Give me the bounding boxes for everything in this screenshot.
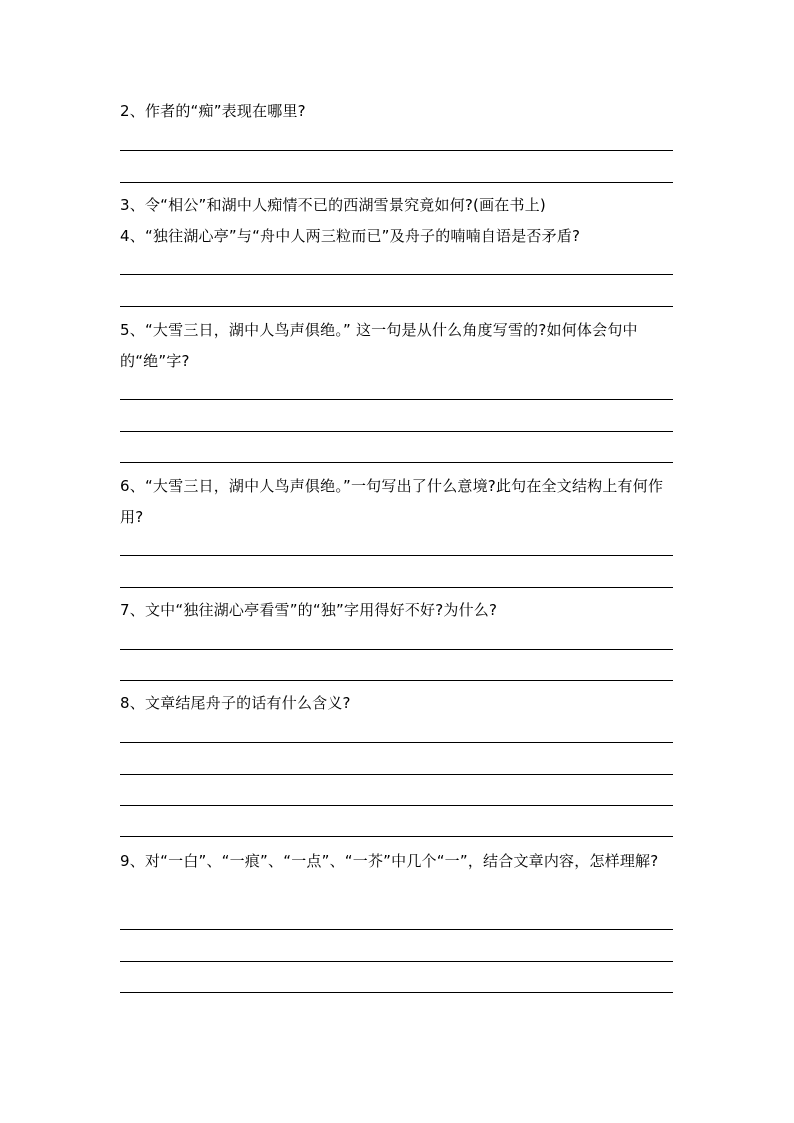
question-6: 6、“大雪三日，湖中人鸟声俱绝。”一句写出了什么意境?此句在全文结构上有何作用?	[120, 477, 664, 526]
answer-line[interactable]	[120, 150, 673, 151]
answer-line[interactable]	[120, 742, 673, 743]
answer-line[interactable]	[120, 961, 673, 962]
answer-line[interactable]	[120, 929, 673, 930]
answer-line[interactable]	[120, 306, 673, 307]
answer-line[interactable]	[120, 836, 673, 837]
answer-line[interactable]	[120, 649, 673, 650]
answer-line[interactable]	[120, 805, 673, 806]
question-5: 5、“大雪三日，湖中人鸟声俱绝。” 这一句是从什么角度写雪的?如何体会句中的“绝”字?	[120, 321, 638, 370]
answer-line[interactable]	[120, 274, 673, 275]
question-3: 3、令“相公”和湖中人痴情不已的西湖雪景究竟如何?(画在书上)	[120, 196, 546, 214]
answer-line[interactable]	[120, 587, 673, 588]
question-4: 4、“独往湖心亭”与“舟中人两三粒而已”及舟子的喃喃自语是否矛盾?	[120, 227, 581, 245]
answer-line[interactable]	[120, 399, 673, 400]
answer-line[interactable]	[120, 680, 673, 681]
question-8: 8、文章结尾舟子的话有什么含义?	[120, 694, 351, 712]
question-7: 7、文中“独往湖心亭看雪”的“独”字用得好不好?为什么?	[120, 601, 498, 619]
question-2: 2、作者的“痴”表现在哪里?	[120, 102, 306, 120]
answer-line[interactable]	[120, 774, 673, 775]
answer-line[interactable]	[120, 431, 673, 432]
question-9: 9、对“一白”、“一痕”、“一点”、“一芥”中几个“一”，结合文章内容，怎样理解?	[120, 852, 659, 870]
answer-line[interactable]	[120, 992, 673, 993]
answer-line[interactable]	[120, 555, 673, 556]
answer-line[interactable]	[120, 462, 673, 463]
answer-line[interactable]	[120, 182, 673, 183]
